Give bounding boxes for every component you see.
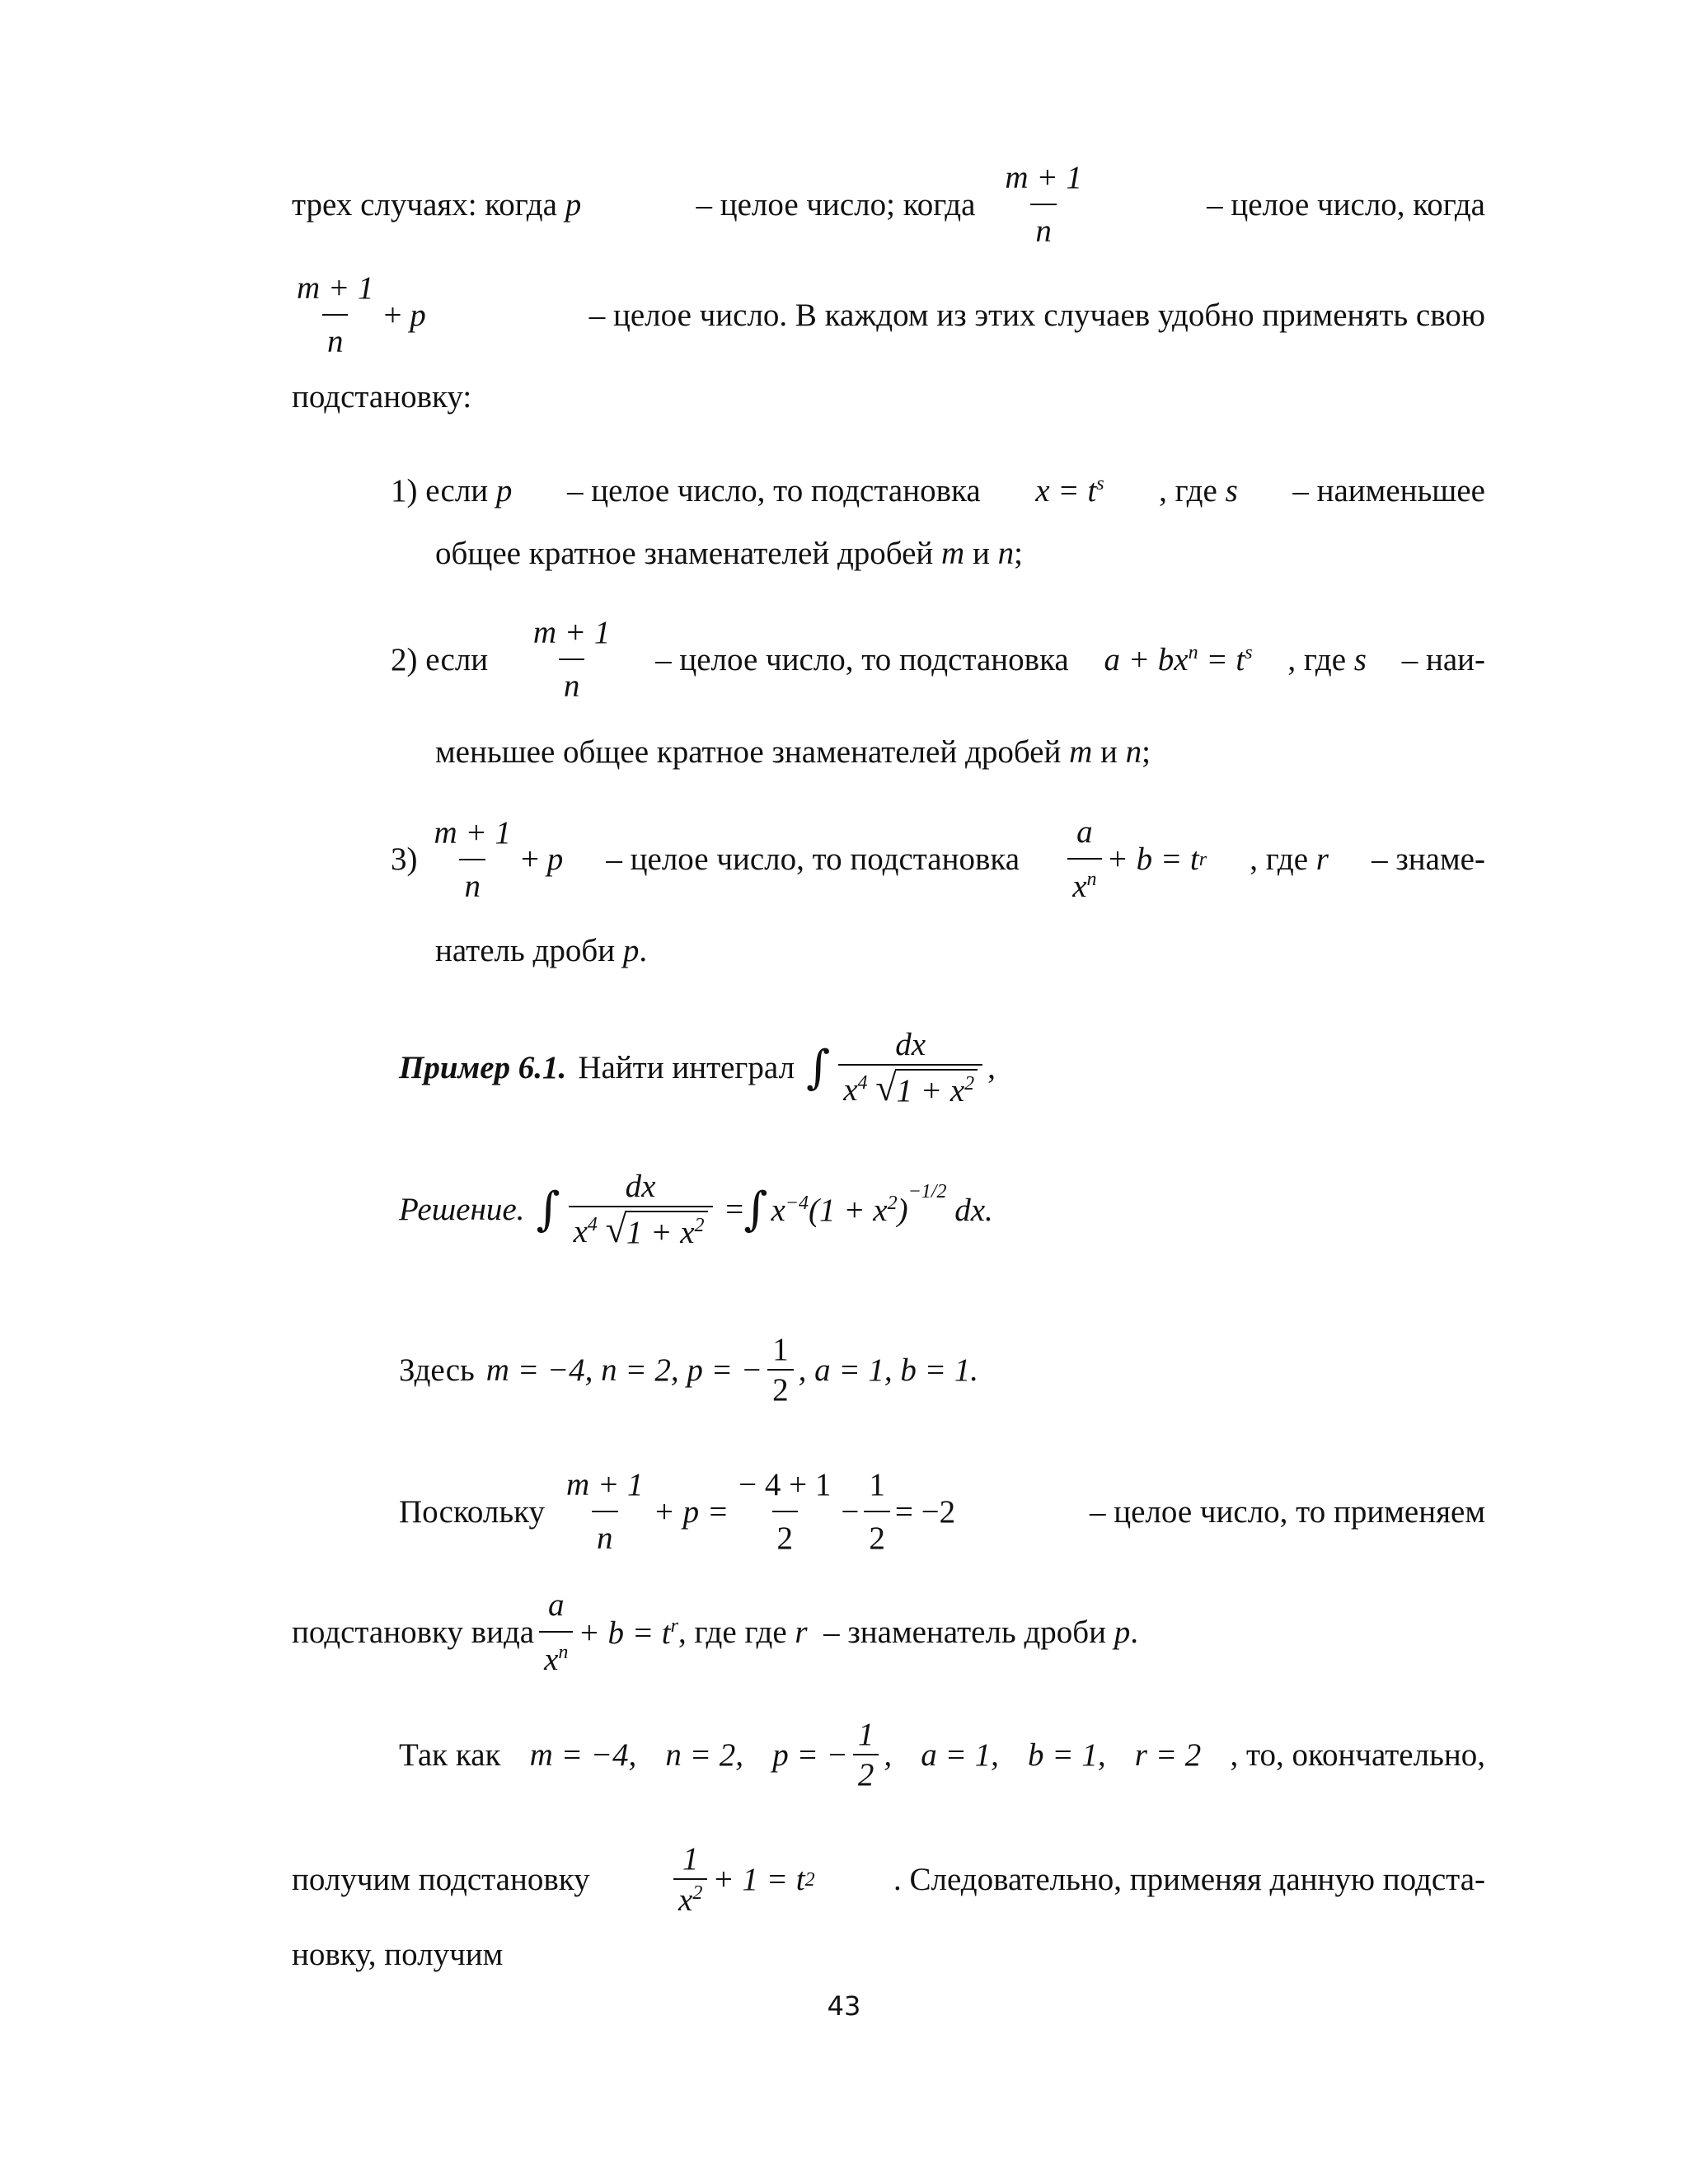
example-heading: Пример 6.1. Найти интеграл ∫ dx $x^4$ √ $1 + x^2$ , xyxy=(399,1027,996,1108)
result-substitution-line: получим подстановку $\frac{1}{x^2}$ + 1 = t 2 . Следовательно, применяя данную подста- xyxy=(292,1841,1485,1918)
line1-part1: трех случаях: когда p xyxy=(292,186,582,223)
parameters-line: Здесь m = −4, n = 2, p = − $\frac{1}{2}$ , a = 1, b = 1. xyxy=(399,1332,978,1408)
list-item-2-line-1: 2) если $\frac{m + 1}{n}$ – целое число, то подстановка $a + bx^n = t^s$ , где s – наи- xyxy=(391,615,1485,704)
text-line-1 xyxy=(292,155,1485,254)
text-line-2 xyxy=(292,265,1485,364)
list-item-1-line-1: 1) если p – целое число, то подстановка $x = t^s$ , где s – наименьшее xyxy=(391,472,1485,509)
text-line-last: новку, получим xyxy=(292,1937,504,1972)
list-item-3-line-1: 3) $\frac{m + 1}{n}$ + p – целое число, то подстановка $\frac{a}{x^n}$ + b = t r , где r – знаме- xyxy=(391,814,1485,904)
fraction-mplus1-over-n-plus-p: $\frac{m + 1}{n}$ + p xyxy=(297,270,426,359)
line1-part3: – целое число, когда xyxy=(1207,186,1485,223)
list-item-1-line-2: общее кратное знаменателей дробей m и n; xyxy=(435,536,1023,571)
text-line-3: подстановку: xyxy=(292,379,472,415)
list-item-3-line-2: натель дроби p. xyxy=(435,933,648,968)
line2-text: – целое число. В каждом из этих случаев удобно применять свою xyxy=(588,297,1485,333)
therefore-line: Так как m = −4, n = 2, p = − $\frac{1}{2}$ , a = 1, b = 1, r = 2 , то, окончательно, xyxy=(399,1717,1485,1793)
page-number: 43 xyxy=(827,1990,861,2022)
solution-line: Решение. ∫ dx $x^4$ √ $1 + x^2$ = ∫ $x^{-4}(1 + x^2)^{-1/2}$ dx. xyxy=(399,1169,993,1250)
list-item-2-line-2: меньшее общее кратное знаменателей дробей m и n; xyxy=(435,734,1151,770)
line1-part2: – целое число; когда $\frac{m + 1}{n}$ xyxy=(696,160,1082,249)
substitution-line: подстановку вида $\frac{a}{x^n}$ + $b = t^r$ , где где r – знаменатель дроби p . xyxy=(292,1587,1139,1677)
since-line: Поскольку $\frac{m + 1}{n}$ + p = $\frac{- 4 + 1}{2}$ − $\frac{1}{2}$ = −2 – целое число, то применяем xyxy=(399,1467,1485,1556)
